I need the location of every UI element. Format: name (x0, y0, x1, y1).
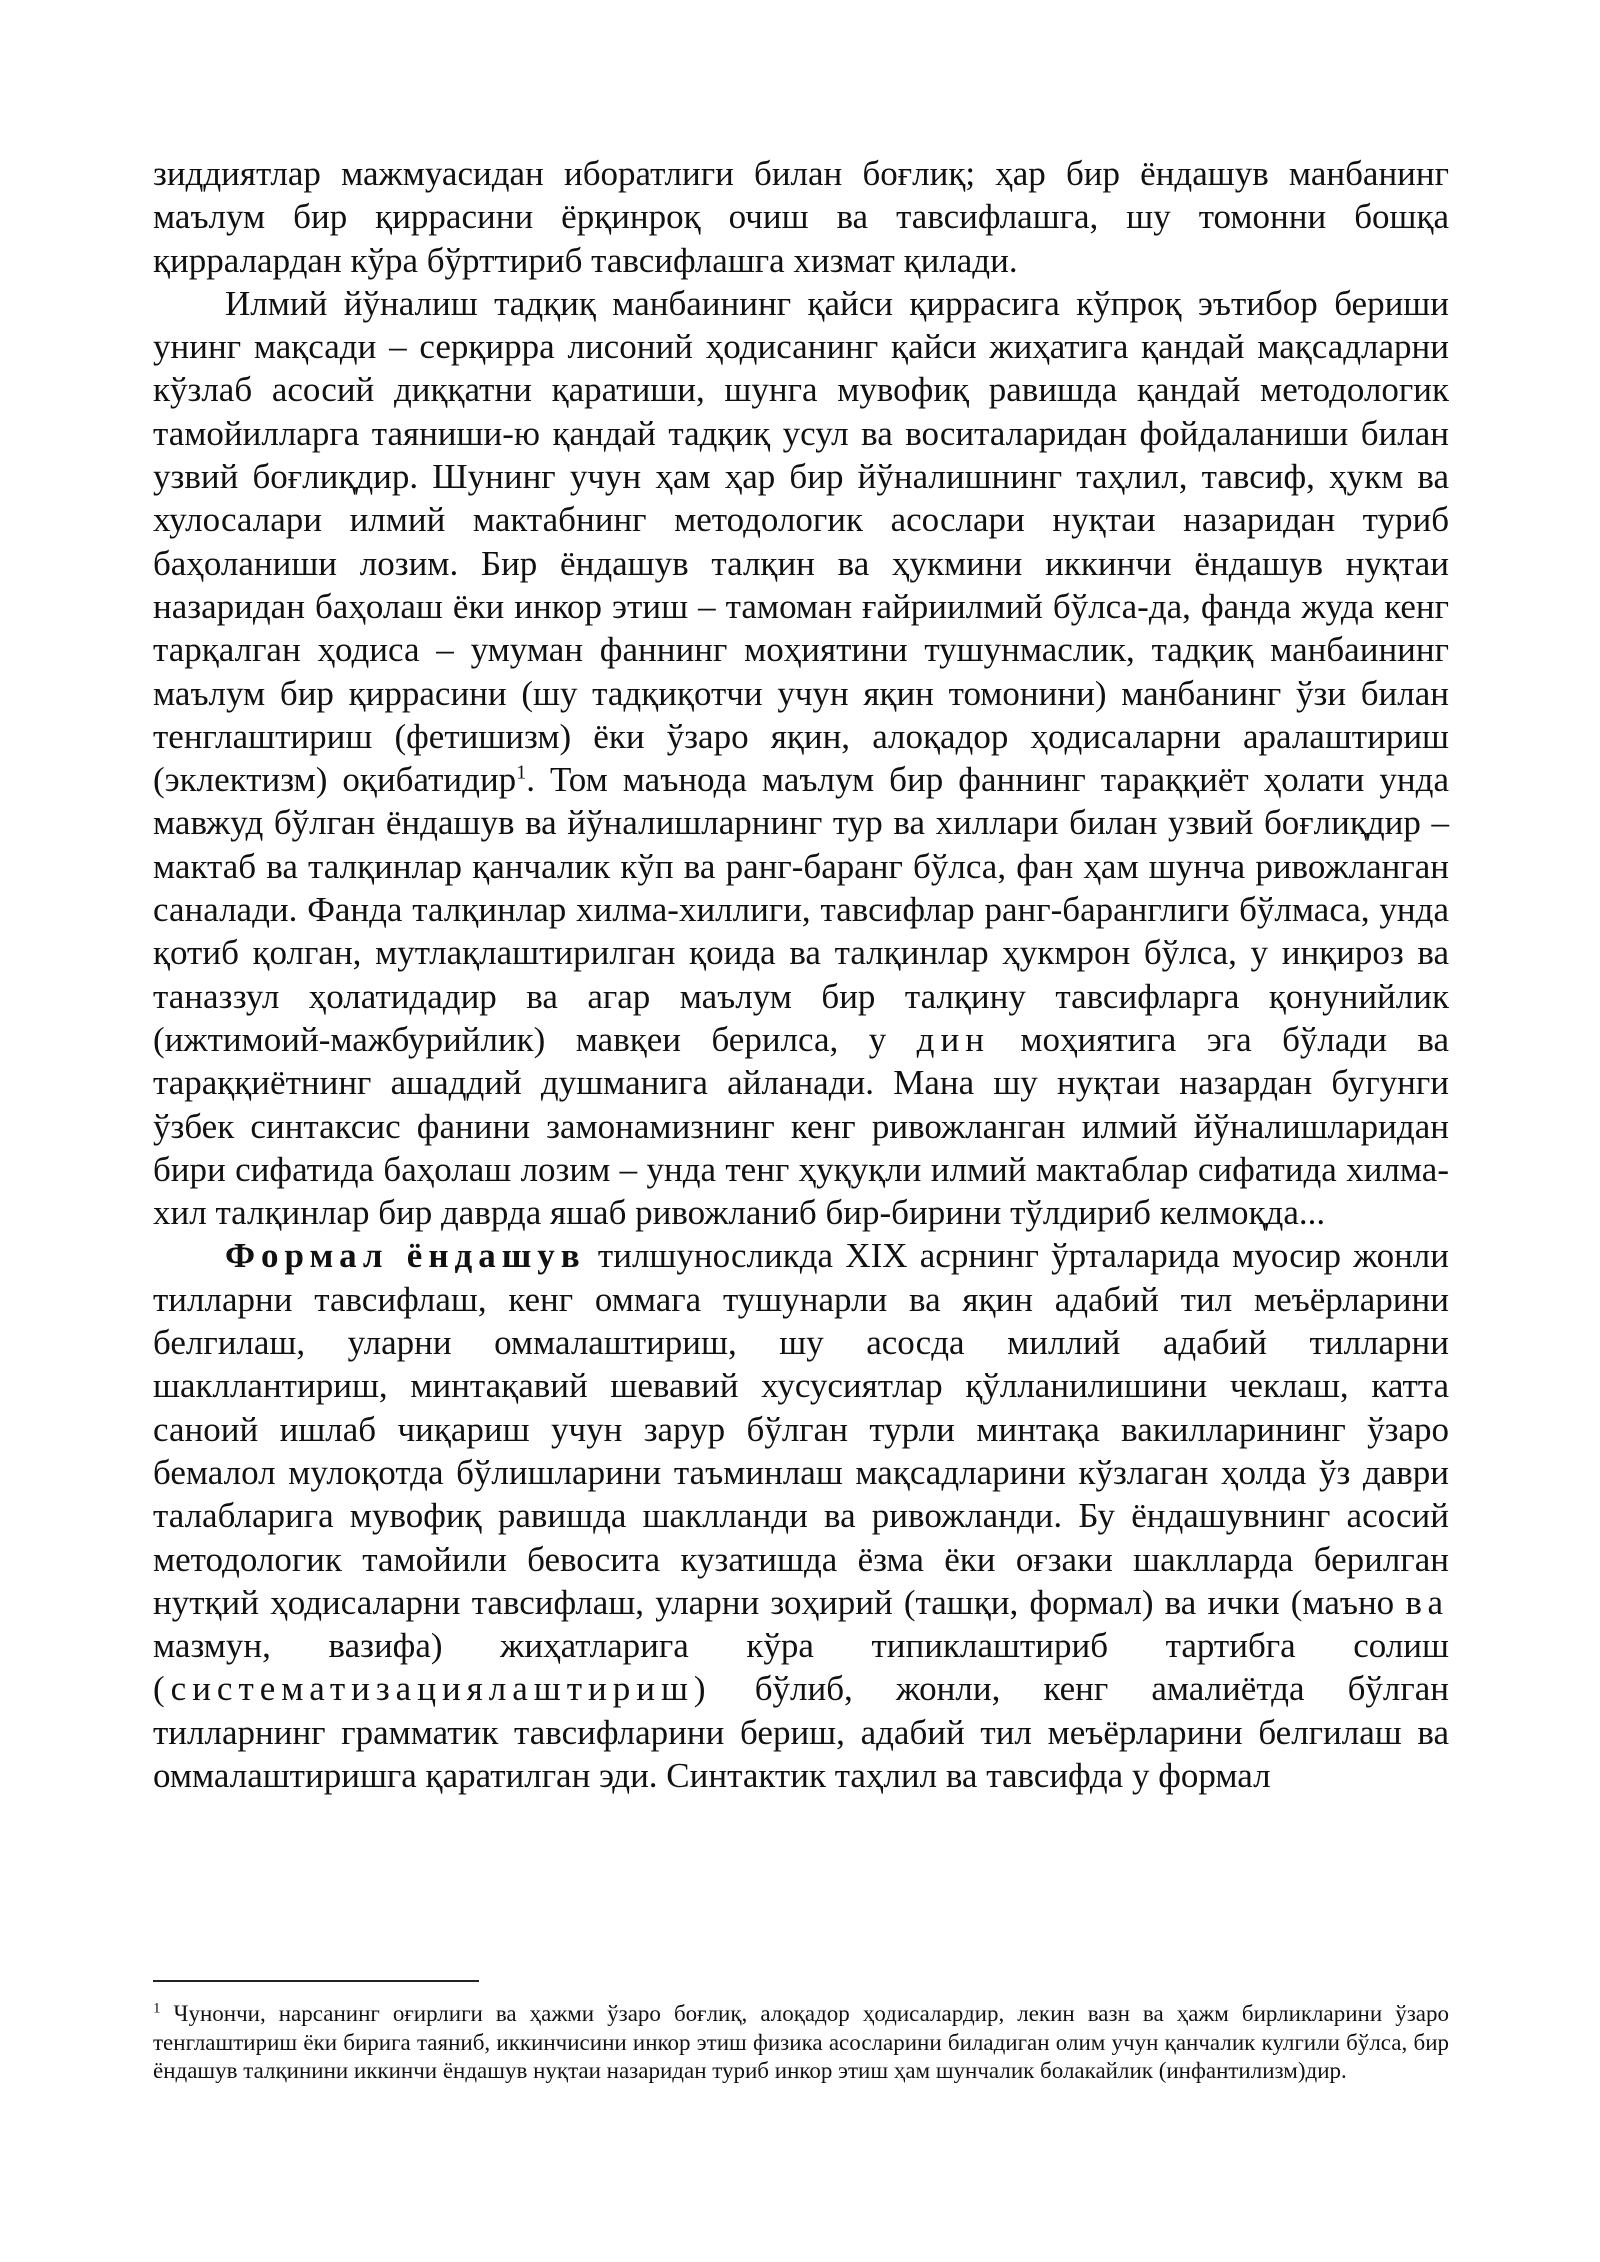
paragraph-1 (153, 152, 1449, 282)
term-formal-approach: Формал ёндашув (225, 1236, 586, 1276)
footnote (153, 2000, 1449, 2086)
body-text (153, 152, 1449, 1797)
footnote-number: 1 (153, 2000, 161, 2017)
paragraph-2-text-b: . Том маънода маълум бир фаннинг тараққиёт ҳолати унда мавжуд бўлган ёндашув ва йўналишларнинг тур ва хиллари билан узвий боғлиқдир – мактаб ва талқинлар қанчалик кўп ва ранг-баранг бўлса, фан ҳам шунча ривожланган саналади. Фанда талқинлар хилма-хиллиги, тавсифлар ранг-баранглиги бўлмаса, унда қотиб қолган, мутлақлаштирилган қоида ва талқинлар ҳукмрон бўлса, у инқироз ва таназзул ҳолатидадир ва агар маълум бир талқину тавсифларга қонунийлик (ижтимоий-мажбурийлик) мавқеи берилса, у (153, 760, 1450, 1059)
paragraph-2-text-a: Илмий йўналиш тадқиқ манбаининг қайси қиррасига кўпроқ эътибор бериши унинг мақсади – серқирра лисоний ҳодисанинг қайси жиҳатига қандай мақсадларни кўзлаб асосий диққатни қаратиши, шунга мувофиқ равишда қандай методологик тамойилларга таяниши-ю қандай тадқиқ усул ва воситаларидан фойдаланиши билан узвий боғлиқдир. Шунинг учун ҳам ҳар бир йўналишнинг таҳлил, тавсиф, ҳукм ва хулосалари илмий мактабнинг методологик асослари нуқтаи назаридан туриб баҳоланиши лозим. Бир ёндашув талқин ва ҳукмини иккинчи ёндашув нуқтаи назаридан баҳолаш ёки инкор этиш – тамоман ғайриилмий бўлса-да, фанда жуда кенг тарқалган ҳодиса – умуман фаннинг моҳиятини тушунмаслик, тадқиқ манбаининг маълум бир қиррасини (шу тадқиқотчи учун яқин томонини) манбанинг ўзи билан тенглаштириш (фетишизм) ёки ўзаро яқин, алоқадор ҳодисаларни аралаштириш (эклектизм) оқибатидир (153, 283, 1449, 800)
paragraph-3-text-a: тилшуносликда XIX асрнинг ўрталарида муосир жонли тилларни тавсифлаш, кенг оммага тушунарли ва яқин адабий тил меъёрларини белгилаш, уларни оммалаштириш, шу асосда миллий адабий тилларни шакллантириш, минтақавий шевавий хусусиятлар қўлланилишини чеклаш, катта саноий ишлаб чиқариш учун зарур бўлган турли минтақа вакилларининг ўзаро бемалол мулоқотда бўлишларини таъминлаш мақсадларини кўзлаган ҳолда ўз даври талабларига мувофиқ равишда шаклланди ва ривожланди. Бу ёндашувнинг асосий методологик тамойили бевосита кузатишда ёзма ёки оғзаки шаклларда берилган нутқий ҳодисаларни тавсифлаш, уларни зоҳирий (ташқи, формал) ва ички (маъно (153, 1236, 1449, 1622)
paragraph-1-text: зиддиятлар мажмуасидан иборатлиги билан боғлиқ; ҳар бир ёндашув манбанинг маълум бир қиррасини ёрқинроқ очиш ва тавсифлашга, шу томонни бошқа қирралардан кўра бўрттириб тавсифлашга хизмат қилади. (153, 154, 1449, 280)
paragraph-2-spaced-word: дин (916, 1019, 990, 1059)
paragraph-3 (153, 1234, 1449, 1797)
paragraph-3-text-b: мазмун, вазифа) жиҳатларига кўра типиклаштириб тартибга солиш (153, 1626, 1449, 1666)
paragraph-3-text-c: бўлиб, жонли, кенг амалиётда бўлган тилларнинг грамматик тавсифларини бериш, адабий тил меъёрларини белгилаш ва оммалаштиришга қаратилган эди. Синтактик таҳлил ва тавсифда у формал (153, 1669, 1450, 1795)
footnote-1 (153, 2000, 1449, 2086)
term-systematization: (систематизациялаштириш) (153, 1669, 712, 1709)
footnote-reference[interactable]: 1 (516, 761, 527, 784)
paragraph-3-spaced-conjunction: ва (1405, 1582, 1450, 1622)
footnote-separator (153, 1980, 479, 1982)
paragraph-2-text-c: моҳиятига эга бўлади ва тараққиётнинг ашаддий душманига айланади. Мана шу нуқтаи назардан бугунги ўзбек синтаксис фанини замонамизнинг кенг ривожланган илмий йўналишларидан бири сифатида баҳолаш лозим – унда тенг ҳуқуқли илмий мактаблар сифатида хилма-хил талқинлар бир даврда яшаб ривожланиб бир-бирини тўлдириб келмоқда... (153, 1019, 1449, 1233)
paragraph-2 (153, 282, 1449, 1235)
footnote-text: Чунончи, нарсанинг оғирлиги ва ҳажми ўзаро боғлиқ, алоқадор ҳодисалардир, лекин вазн ва ҳажм бирликларини ўзаро тенглаштириш ёки бирига таяниб, иккинчисини инкор этиш физика асосларини биладиган олим учун қанчалик кулгили бўлса, бир ёндашув талқинини иккинчи ёндашув нуқтаи назаридан туриб инкор этиш ҳам шунчалик болакайлик (инфантилизм)дир. (153, 2001, 1449, 2083)
